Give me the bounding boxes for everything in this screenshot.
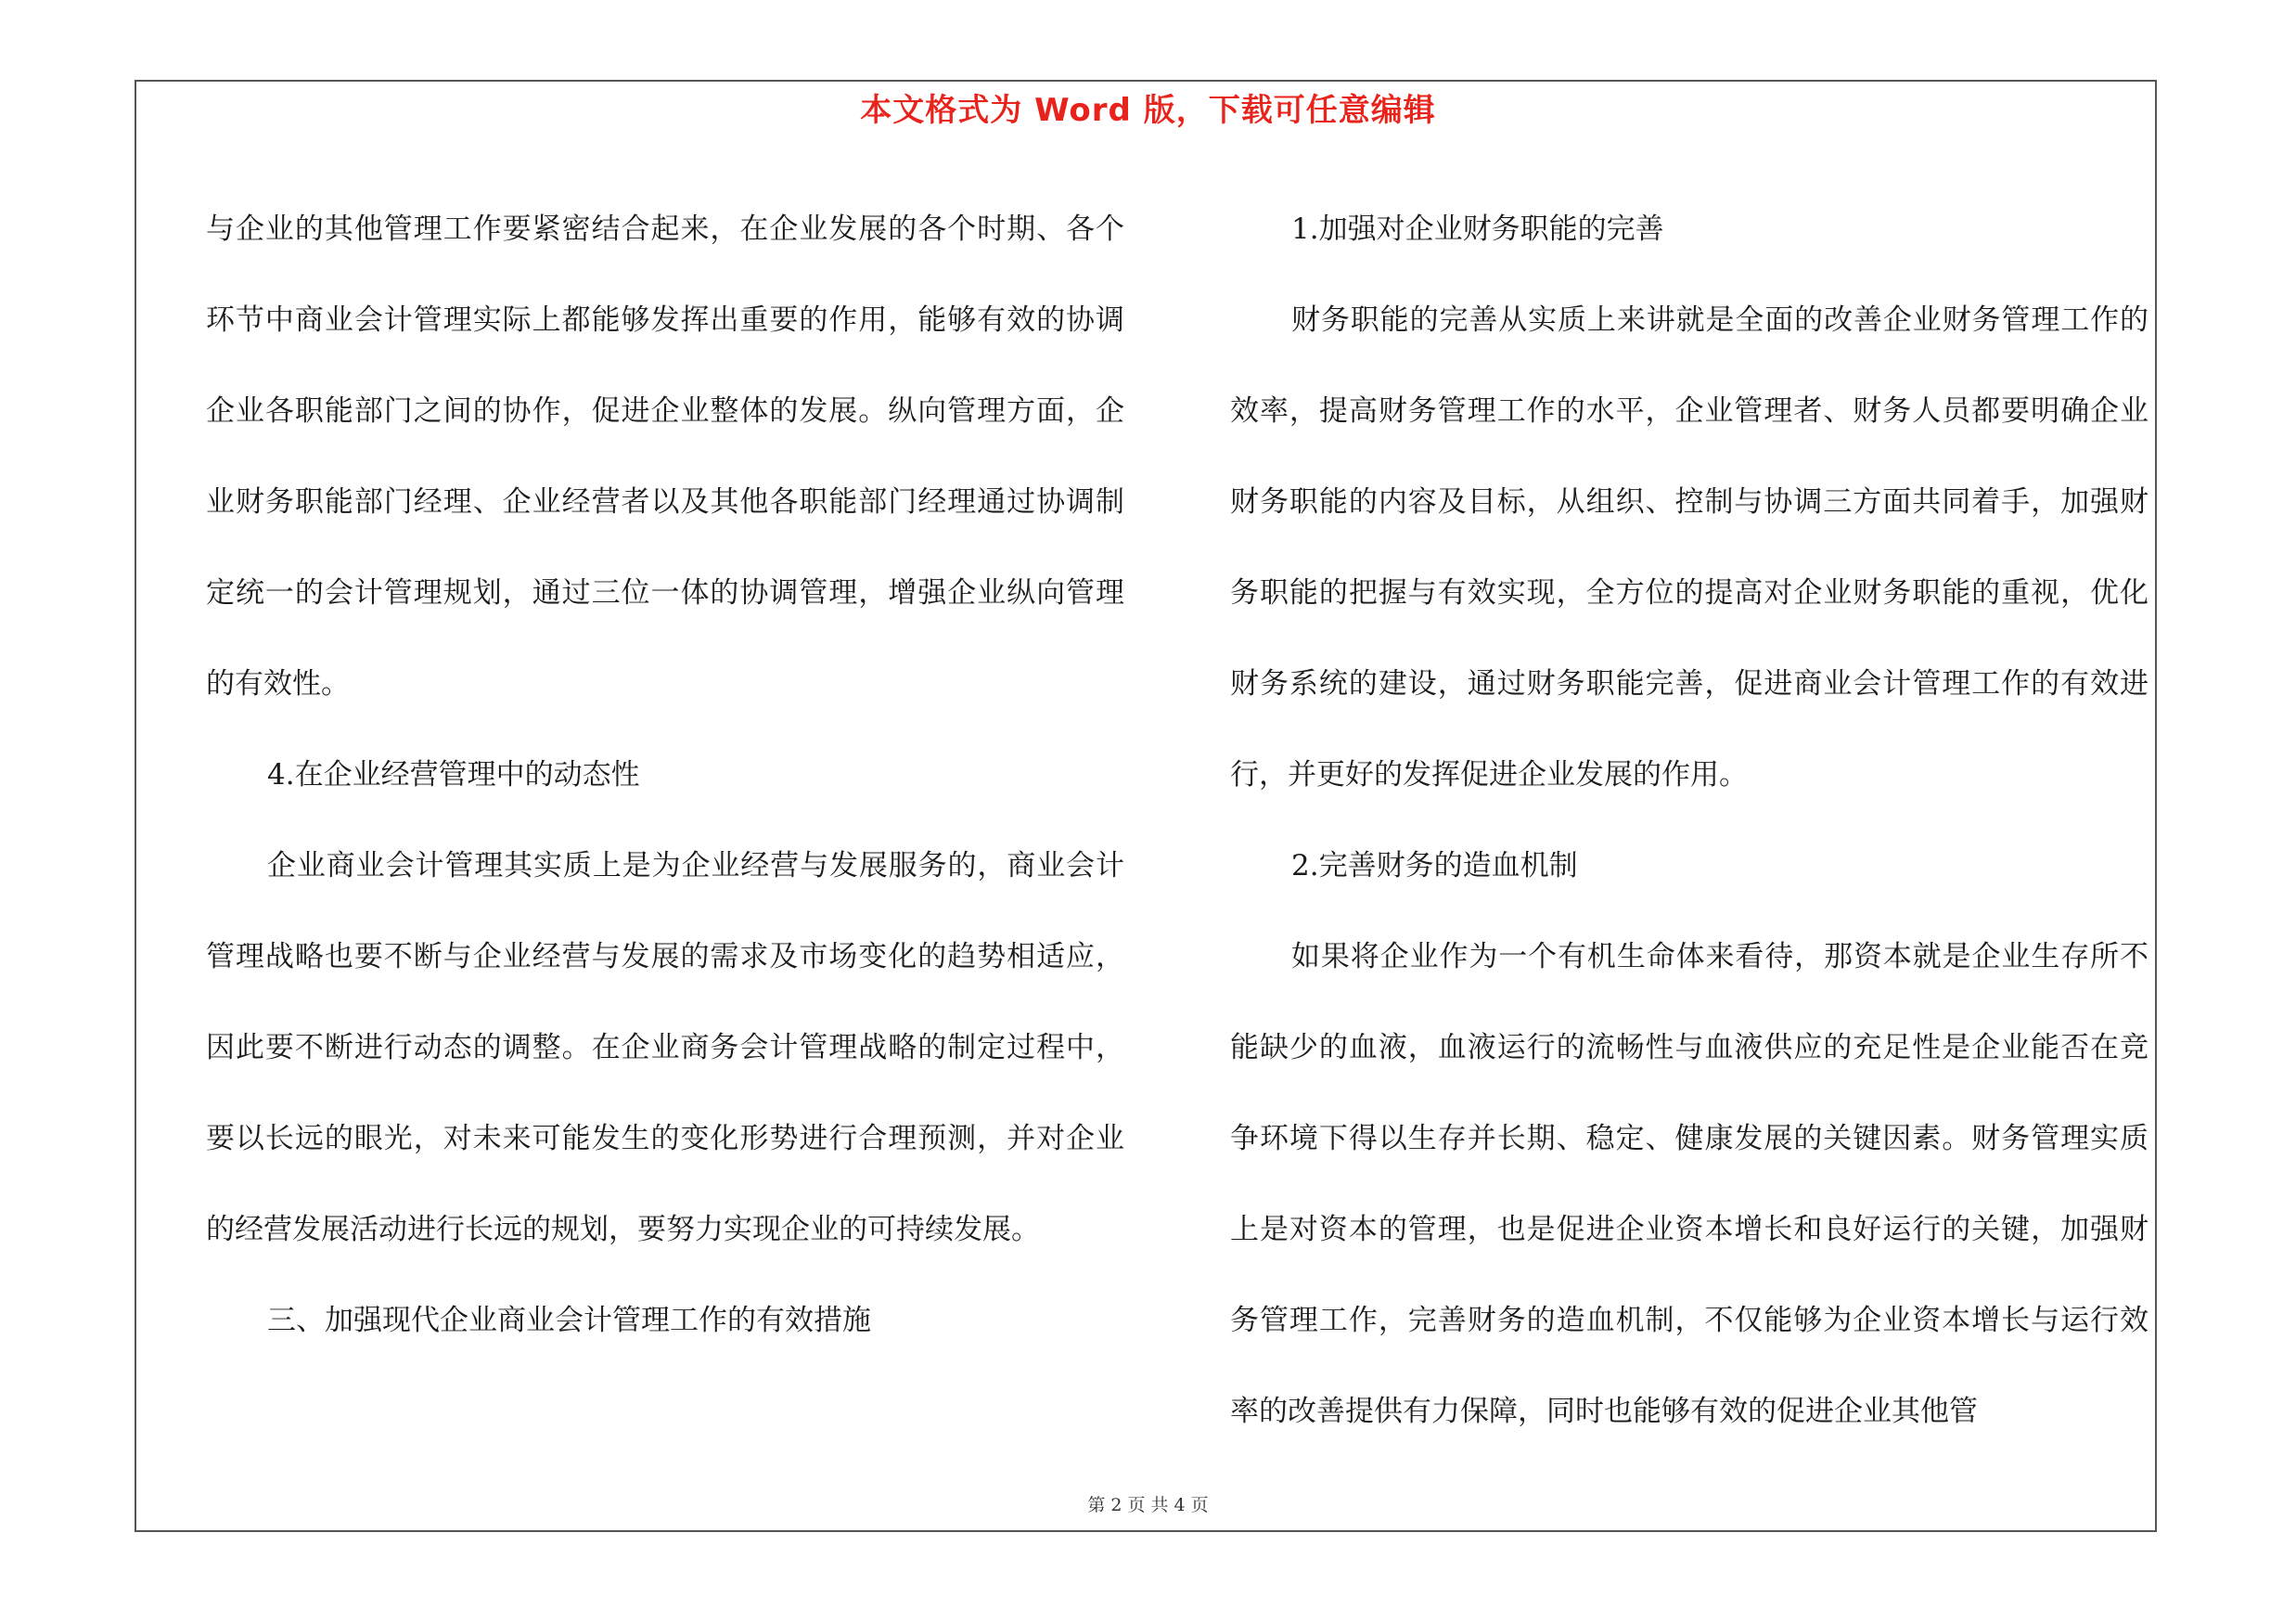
- format-banner: 本文格式为 Word 版，下载可任意编辑: [860, 92, 1436, 129]
- right-column: [1230, 184, 2148, 1457]
- paragraph: 企业商业会计管理其实质上是为企业经营与发展服务的，商业会计管理战略也要不断与企业经营与发展的需求及市场变化的趋势相适应，因此要不断进行动态的调整。在企业商务会计管理战略的制定过程中，要以长远的眼光，对未来可能发生的变化形势进行合理预测，并对企业的经营发展活动进行长远的规划，要努力实现企业的可持续发展。: [206, 849, 1124, 1246]
- left-column: [206, 184, 1124, 1366]
- section-heading: 2.完善财务的造血机制: [1291, 849, 1578, 882]
- paragraph: 财务职能的完善从实质上来讲就是全面的改善企业财务管理工作的效率，提高财务管理工作的水平，企业管理者、财务人员都要明确企业财务职能的内容及目标，从组织、控制与协调三方面共同着手，加强财务职能的把握与有效实现，全方位的提高对企业财务职能的重视，优化财务系统的建设，通过财务职能完善，促进商业会计管理工作的有效进行，并更好的发挥促进企业发展的作用。: [1230, 303, 2148, 792]
- page-number: 第 2 页 共 4 页: [1087, 1495, 1209, 1515]
- paragraph: 如果将企业作为一个有机生命体来看待，那资本就是企业生存所不能缺少的血液，血液运行的流畅性与血液供应的充足性是企业能否在竞争环境下得以生存并长期、稳定、健康发展的关键因素。财务管理实质上是对资本的管理，也是促进企业资本增长和良好运行的关键，加强财务管理工作，完善财务的造血机制，不仅能够为企业资本增长与运行效率的改善提供有力保障，同时也能够有效的促进企业其他管: [1230, 940, 2148, 1428]
- section-heading: 三、加强现代企业商业会计管理工作的有效措施: [267, 1304, 871, 1337]
- section-heading: 1.加强对企业财务职能的完善: [1291, 213, 1664, 246]
- paragraph: 与企业的其他管理工作要紧密结合起来，在企业发展的各个时期、各个环节中商业会计管理实际上都能够发挥出重要的作用，能够有效的协调企业各职能部门之间的协作，促进企业整体的发展。纵向管理方面，企业财务职能部门经理、企业经营者以及其他各职能部门经理通过协调制定统一的会计管理规划，通过三位一体的协调管理，增强企业纵向管理的有效性。: [206, 213, 1124, 701]
- section-heading: 4.在企业经营管理中的动态性: [267, 758, 640, 792]
